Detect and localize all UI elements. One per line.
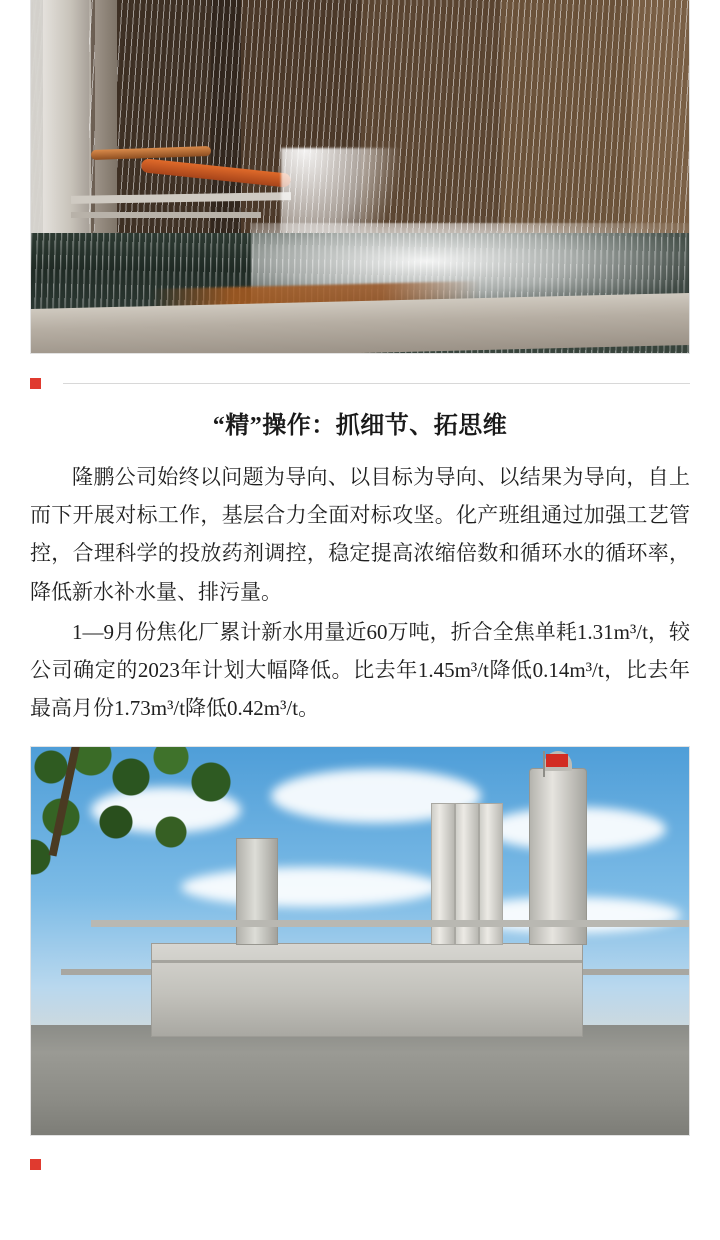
photo-flag-pole	[543, 751, 545, 777]
photo-red-flag-icon	[546, 754, 568, 767]
photo-handrail-lower	[71, 212, 261, 218]
photo-pipe-rack-upper	[91, 920, 690, 927]
photo-water-spray	[31, 0, 689, 353]
paragraph-2: 1—9月份焦化厂累计新水用量近60万吨，折合全焦单耗1.31m³/t，较公司确定的2023年计划大幅降低。比去年1.45m³/t降低0.14m³/t，比去年最高月份1.73m³/t降低0.42m³/t。	[30, 619, 690, 721]
figure-quench-water	[30, 0, 690, 354]
page-title: “精”操作：抓细节、拓思维	[212, 413, 508, 439]
photo-distillation-tower	[529, 768, 587, 945]
divider-top	[30, 376, 690, 390]
figure-plant-towers	[30, 746, 690, 1136]
photo-plant-building	[151, 943, 583, 1037]
paragraph-1: 隆鹏公司始终以问题为导向、以目标为导向、以结果为导向，自上而下开展对标工作，基层合力全面对标攻坚。化产班组通过加强工艺管控，合理科学的投放药剂调控，稳定提高浓缩倍数和循环水的循环率，降低新水补水量、排污量。	[30, 465, 690, 604]
divider-rule	[63, 1164, 690, 1165]
red-square-marker-icon	[30, 378, 41, 389]
divider-rule	[63, 383, 690, 384]
divider-bottom	[30, 1158, 690, 1172]
photo-tree-branch	[49, 746, 82, 857]
photo-chemical-plant	[31, 747, 689, 1135]
red-square-marker-icon	[30, 1159, 41, 1170]
photo-tree-foliage	[30, 746, 256, 887]
photo-ground	[31, 1025, 689, 1135]
